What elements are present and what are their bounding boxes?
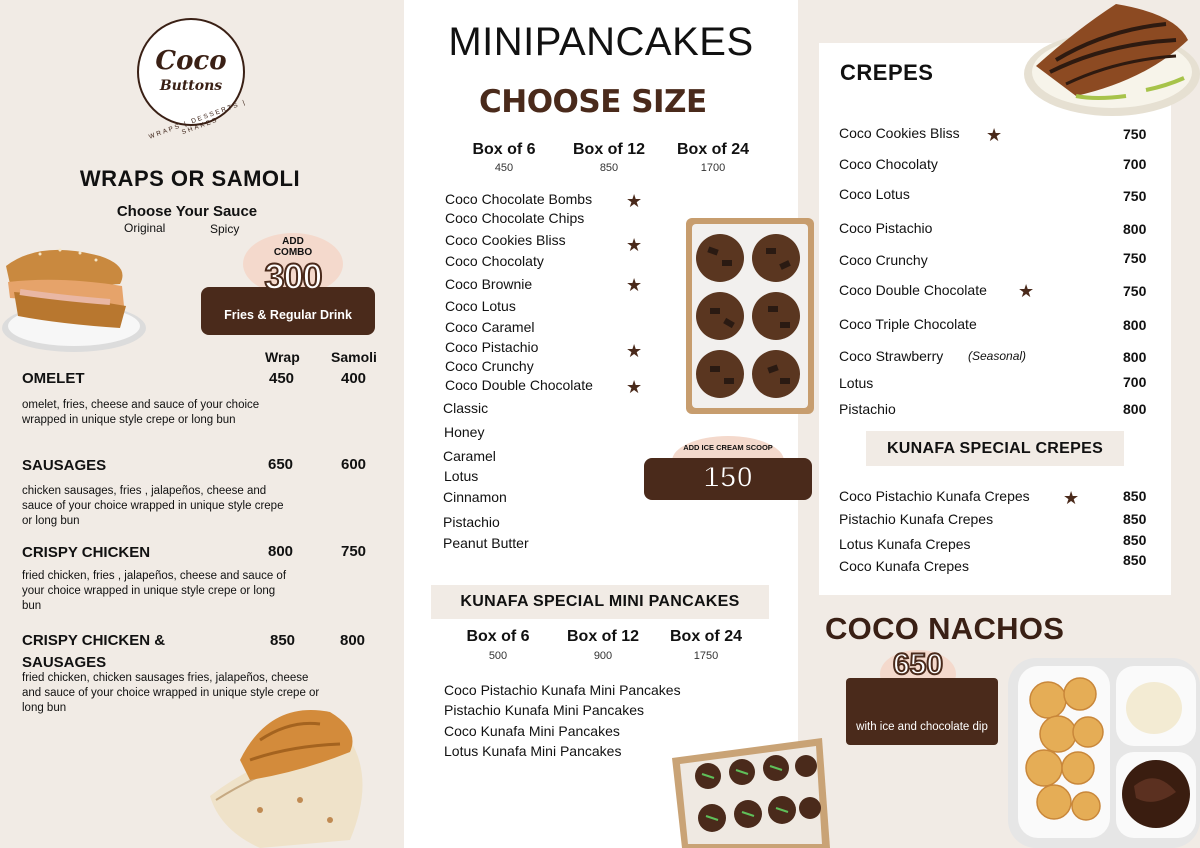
crepe-plate-image — [1016, 0, 1200, 122]
star-icon: ★ — [986, 125, 1003, 145]
size-label: Box of 6 — [472, 141, 536, 158]
kunafa-crepe-item: Lotus Kunafa Crepes — [839, 536, 971, 552]
combo-label-line1: ADD — [282, 236, 304, 247]
crepe-item: Coco Strawberry — [839, 348, 944, 364]
ice-cream-label: ADD ICE CREAM SCOOP — [683, 443, 773, 452]
size-price: 1700 — [700, 162, 726, 174]
sauce-title: Choose Your Sauce — [116, 203, 258, 220]
classic-flavor-item: Caramel — [443, 448, 496, 464]
crepe-price: 800 — [1123, 401, 1147, 417]
crispy-chicken-wrap-image — [200, 700, 378, 848]
crepe-item: Pistachio — [839, 401, 896, 417]
crepe-item: Coco Lotus — [839, 186, 910, 202]
kunafa-crepes-title: KUNAFA SPECIAL CREPES — [866, 431, 1124, 466]
star-icon: ★ — [626, 191, 643, 211]
kunafa-crepe-price: 850 — [1123, 511, 1147, 527]
flavor-item: Coco Lotus — [445, 298, 516, 314]
wrap-item-name: CRISPY CHICKEN & SAUSAGES — [22, 632, 166, 671]
crepe-item: Lotus — [839, 375, 874, 391]
kunafa-crepe-item: Coco Kunafa Crepes — [839, 558, 969, 574]
flavor-item: Coco Chocolate Bombs — [445, 191, 593, 207]
nachos-desc-bar — [846, 678, 998, 745]
star-icon: ★ — [626, 341, 643, 361]
crepe-price: 700 — [1123, 156, 1147, 172]
crepe-item: Coco Double Chocolate — [839, 282, 987, 298]
kunafa-size-price: 900 — [593, 650, 613, 662]
nachos-desc: with ice and chocolate dip — [856, 721, 988, 733]
crepe-item: Coco Pistachio — [839, 220, 933, 236]
wraps-title: WRAPS OR SAMOLI — [79, 166, 301, 191]
crepe-price: 800 — [1123, 349, 1147, 365]
ice-cream-price: 150 — [702, 461, 754, 494]
crepe-item: Coco Cookies Bliss — [839, 125, 960, 141]
wrap-item-price-samoli: 750 — [341, 543, 367, 560]
wrap-item-price-wrap: 800 — [268, 543, 294, 560]
crepe-item: Coco Triple Chocolate — [839, 316, 977, 332]
size-price: 450 — [494, 162, 514, 174]
star-icon: ★ — [626, 235, 643, 255]
kunafa-crepe-price: 850 — [1123, 552, 1147, 568]
col-header-wrap: Wrap — [265, 349, 300, 365]
wrap-item-price-wrap: 450 — [269, 370, 295, 387]
flavor-item: Coco Caramel — [445, 319, 535, 335]
combo-desc: Fries & Regular Drink — [224, 308, 352, 322]
kunafa-minipancake-box-image — [672, 738, 830, 848]
kunafa-crepe-price: 850 — [1123, 532, 1147, 548]
kunafa-mini-title: KUNAFA SPECIAL MINI PANCAKES — [431, 585, 769, 619]
combo-price: 300 — [264, 256, 322, 297]
flavor-item: Coco Brownie — [445, 276, 533, 292]
nachos-title: COCO NACHOS — [825, 611, 1065, 646]
kunafa-size-label: Box of 12 — [566, 628, 639, 645]
wrap-item-name: CRISPY CHICKEN — [22, 544, 151, 561]
kunafa-size-label: Box of 6 — [466, 628, 530, 645]
star-icon: ★ — [626, 275, 643, 295]
kunafa-crepe-price: 850 — [1123, 488, 1147, 504]
star-icon: ★ — [1018, 281, 1035, 301]
flavor-item: Coco Chocolate Chips — [445, 210, 585, 226]
minipancakes-title: MINIPANCAKES — [448, 20, 754, 64]
flavor-item: Coco Cookies Bliss — [445, 232, 566, 248]
crepe-price: 800 — [1123, 317, 1147, 333]
kunafa-mini-item: Pistachio Kunafa Mini Pancakes — [444, 702, 644, 718]
wrap-item-price-wrap: 650 — [268, 456, 294, 473]
classic-flavor-item: Cinnamon — [443, 489, 507, 505]
combo-label — [243, 236, 343, 258]
kunafa-crepe-item: Coco Pistachio Kunafa Crepes — [839, 488, 1030, 504]
classic-flavor-item: Lotus — [444, 468, 479, 484]
wrap-item-price-wrap: 850 — [270, 632, 296, 649]
flavor-item: Coco Double Chocolate — [445, 377, 593, 393]
crepe-price: 700 — [1123, 374, 1147, 390]
classic-flavor-item: Peanut Butter — [443, 535, 529, 551]
sandwich-image — [0, 236, 146, 356]
wrap-item-desc: fried chicken, fries , jalapeños, cheese and sauce of your choice wrapped in unique style crepe or long bun — [22, 570, 287, 612]
star-icon: ★ — [1063, 488, 1080, 508]
brand-name-line1: Coco — [155, 46, 227, 76]
size-label: Box of 12 — [572, 141, 645, 158]
crepe-price: 750 — [1123, 283, 1147, 299]
wrap-item-price-samoli: 400 — [341, 370, 367, 387]
brand-logo — [137, 18, 248, 141]
crepe-item: Coco Chocolaty — [839, 156, 938, 172]
kunafa-size-price: 1750 — [693, 650, 719, 662]
classic-flavor-item: Classic — [443, 400, 489, 416]
wrap-item-desc: omelet, fries, cheese and sauce of your choice wrapped in unique style crepe or long bun — [22, 399, 260, 426]
crepe-price: 750 — [1123, 250, 1147, 266]
nachos-price: 650 — [892, 648, 944, 681]
size-label: Box of 24 — [676, 141, 749, 158]
minipancake-box-image — [686, 218, 814, 414]
wrap-item-name: SAUSAGES — [22, 457, 107, 474]
brand-name-line2: Buttons — [159, 78, 223, 94]
crepe-price: 750 — [1123, 188, 1147, 204]
combo-label-line2: COMBO — [273, 247, 313, 258]
flavor-item: Coco Crunchy — [445, 358, 534, 374]
kunafa-size-price: 500 — [488, 650, 508, 662]
sauce-option-original: Original — [124, 221, 166, 235]
sauce-option-spicy: Spicy — [210, 222, 240, 236]
col-header-samoli: Samoli — [331, 349, 377, 365]
wrap-item-desc: fried chicken, chicken sausages fries, jalapeños, cheese and sauce of your choice wrapped in unique style crepe or long bun — [22, 672, 320, 714]
star-icon: ★ — [626, 377, 643, 397]
crepe-price: 800 — [1123, 221, 1147, 237]
classic-flavor-item: Honey — [444, 424, 485, 440]
kunafa-crepe-item: Pistachio Kunafa Crepes — [839, 511, 994, 527]
wrap-item-name: OMELET — [22, 370, 85, 387]
crepe-price: 750 — [1123, 126, 1147, 142]
kunafa-mini-item: Coco Pistachio Kunafa Mini Pancakes — [444, 682, 681, 698]
flavor-item: Coco Pistachio — [445, 339, 539, 355]
nachos-tray-image — [1004, 656, 1200, 848]
kunafa-mini-item: Lotus Kunafa Mini Pancakes — [444, 743, 622, 759]
choose-size-title: CHOOSE SIZE — [479, 84, 707, 120]
brand-tagline: WRAPS | DESSERTS | SHAKES — [147, 98, 248, 141]
kunafa-size-label: Box of 24 — [669, 628, 742, 645]
crepes-title: CREPES — [840, 60, 934, 85]
crepe-note: (Seasonal) — [968, 349, 1027, 363]
wrap-item-price-samoli: 600 — [341, 456, 367, 473]
size-price: 850 — [599, 162, 619, 174]
wrap-item-desc: chicken sausages, fries , jalapeños, cheese and sauce of your choice wrapped in unique style crepe or long bun — [22, 485, 284, 527]
classic-flavor-item: Pistachio — [443, 514, 500, 530]
kunafa-mini-item: Coco Kunafa Mini Pancakes — [444, 723, 620, 739]
crepe-item: Coco Crunchy — [839, 252, 928, 268]
flavor-item: Coco Chocolaty — [445, 253, 544, 269]
wrap-item-price-samoli: 800 — [340, 632, 366, 649]
